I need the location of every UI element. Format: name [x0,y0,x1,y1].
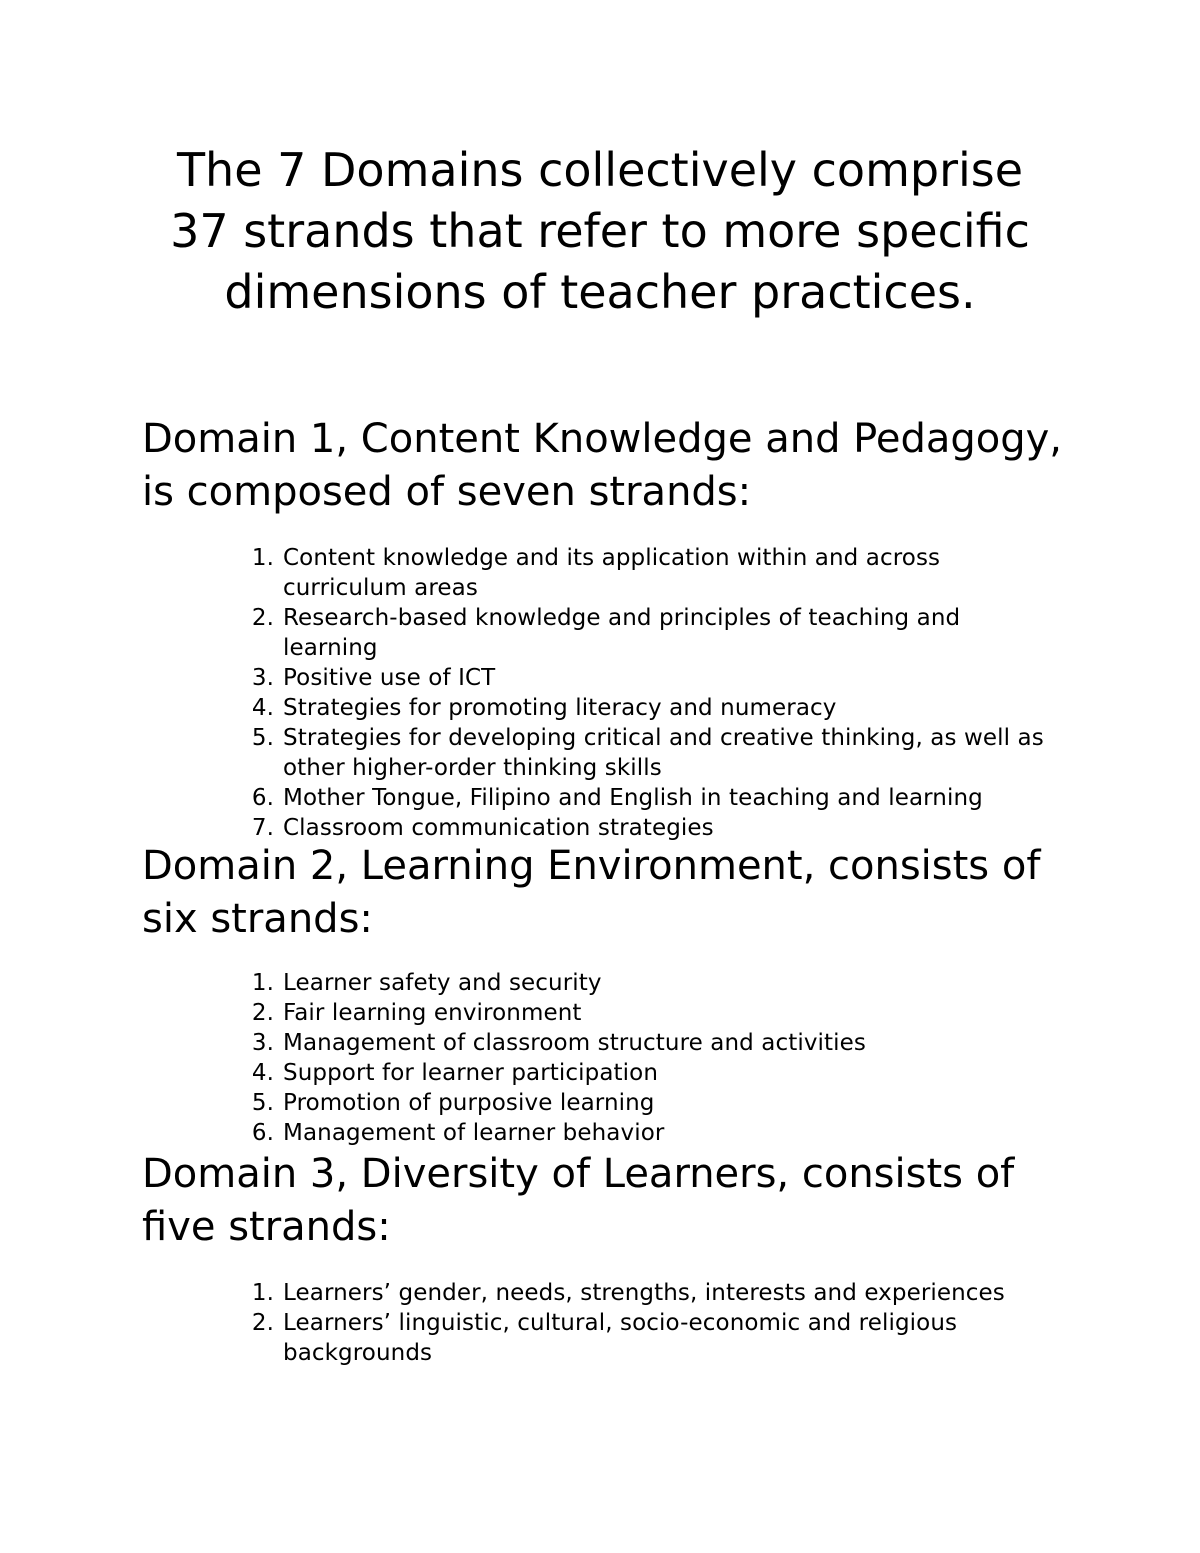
strand-text: Learner safety and security [283,970,602,996]
strand-item [240,543,1060,603]
strand-number: 4. [251,695,274,721]
domain-2-strand-list [240,968,1060,1148]
strand-number: 1. [251,970,274,996]
strand-number: 5. [251,1090,274,1116]
strand-text: Fair learning environment [283,1000,582,1026]
strand-number: 2. [251,1310,274,1336]
strand-number: 5. [251,725,274,751]
strand-number: 7. [251,815,274,841]
domain-2-heading: Domain 2, Learning Environment, consists of six strands: [142,843,1041,942]
strand-item [240,693,1060,723]
strand-item [240,1308,1060,1368]
domain-3-heading: Domain 3, Diversity of Learners, consists of five strands: [142,1151,1015,1250]
strand-text: Support for learner participation [283,1060,658,1086]
strand-number: 1. [251,545,274,571]
strand-text: Strategies for developing critical and creative thinking, as well as other higher-order thinking skills [283,725,1044,781]
strand-text: Strategies for promoting literacy and numeracy [283,695,837,721]
strand-text: Management of classroom structure and activities [283,1030,866,1056]
strand-number: 2. [251,1000,274,1026]
strand-number: 3. [251,665,274,691]
domain-3-strand-list [240,1278,1060,1368]
strand-item [240,1278,1060,1308]
strand-item [240,603,1060,663]
strand-text: Promotion of purposive learning [283,1090,655,1116]
strand-number: 6. [251,785,274,811]
strand-text: Classroom communication strategies [283,815,714,841]
strand-text: Learners’ gender, needs, strengths, interests and experiences [283,1280,1005,1306]
strand-number: 1. [251,1280,274,1306]
strand-text: Positive use of ICT [283,665,496,691]
strand-item [240,813,1060,843]
strand-text: Content knowledge and its application within and across curriculum areas [283,545,941,601]
strand-item [240,723,1060,783]
page-title: The 7 Domains collectively comprise 37 strands that refer to more specific dimensions of teacher practices. [170,143,1030,319]
strand-number: 3. [251,1030,274,1056]
strand-text: Research-based knowledge and principles of teaching and learning [283,605,961,661]
strand-item [240,783,1060,813]
strand-item [240,1028,1060,1058]
strand-item [240,1118,1060,1148]
strand-number: 6. [251,1120,274,1146]
domain-1-strand-list [240,543,1060,843]
strand-item [240,1058,1060,1088]
strand-item [240,1088,1060,1118]
strand-text: Mother Tongue, Filipino and English in teaching and learning [283,785,983,811]
strand-number: 2. [251,605,274,631]
strand-item [240,998,1060,1028]
strand-text: Learners’ linguistic, cultural, socio-economic and religious backgrounds [283,1310,958,1366]
strand-text: Management of learner behavior [283,1120,665,1146]
domain-1-heading: Domain 1, Content Knowledge and Pedagogy, is composed of seven strands: [142,416,1063,515]
strand-item [240,663,1060,693]
strand-number: 4. [251,1060,274,1086]
strand-item [240,968,1060,998]
